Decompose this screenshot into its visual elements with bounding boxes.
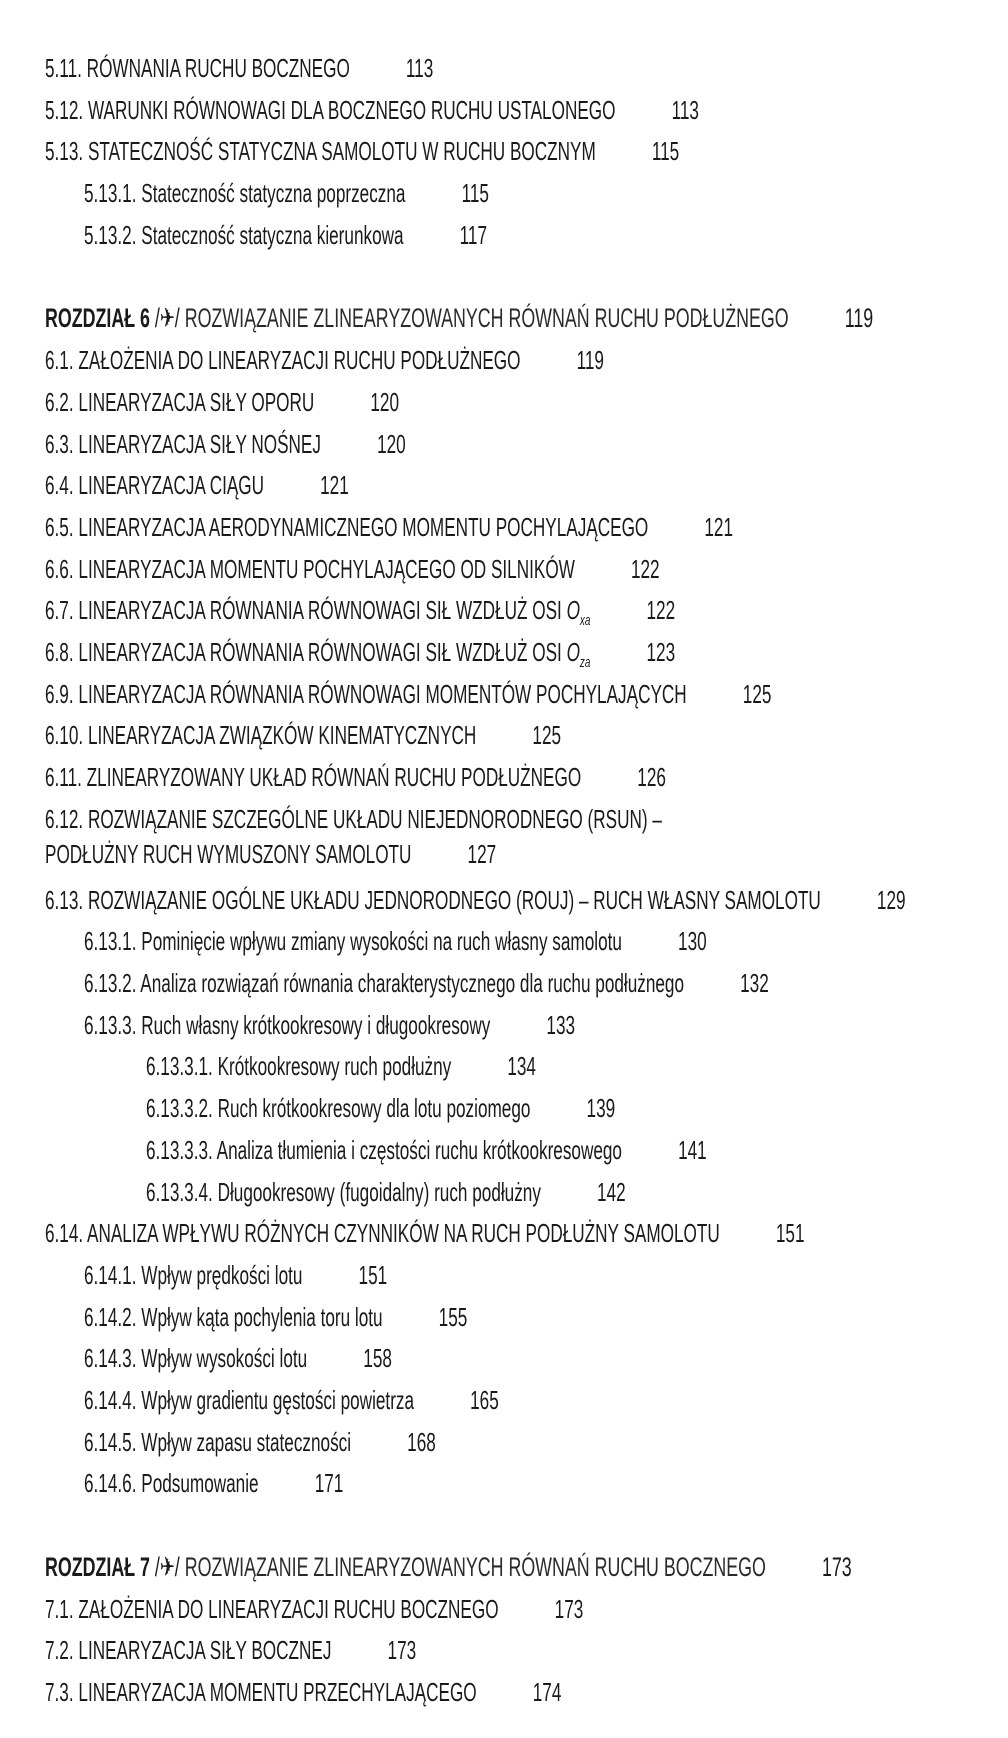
axis-symbol: O bbox=[566, 595, 580, 626]
entry-number: 7.1. bbox=[45, 1593, 74, 1624]
page-number: 122 bbox=[630, 553, 660, 584]
entry-number: 6.3. bbox=[45, 428, 74, 459]
toc-entry-text bbox=[45, 90, 699, 132]
entry-title: Analiza rozwiązań równania charakterystycznego dla ruchu podłużnego bbox=[140, 968, 685, 999]
toc-entry-text bbox=[84, 173, 489, 215]
page-number: 125 bbox=[532, 720, 562, 751]
page-number: 171 bbox=[314, 1468, 344, 1499]
toc-entry-text bbox=[45, 131, 679, 173]
entry-number: 6.13.3.2. bbox=[146, 1093, 213, 1124]
page-number: 121 bbox=[704, 511, 734, 542]
toc-entry bbox=[45, 1005, 1008, 1047]
entry-title: ZAŁOŻENIA DO LINEARYZACJI RUCHU PODŁUŻNEGO bbox=[78, 345, 521, 376]
toc-entry bbox=[45, 1130, 1008, 1172]
toc-entry bbox=[45, 1589, 1008, 1631]
toc-entry-text bbox=[84, 921, 707, 963]
entry-number: 6.14.6. bbox=[84, 1468, 137, 1499]
page-number: 113 bbox=[671, 94, 699, 125]
entry-title: Długookresowy (fugoidalny) ruch podłużny bbox=[217, 1176, 541, 1207]
entry-title: Analiza tłumienia i częstości ruchu krótkookresowego bbox=[216, 1134, 622, 1165]
toc-entry bbox=[45, 1422, 1008, 1464]
page-number: 168 bbox=[407, 1426, 436, 1457]
entry-title: LINEARYZACJA SIŁY NOŚNEJ bbox=[78, 428, 321, 459]
toc-entry-text bbox=[45, 1672, 561, 1714]
toc-entry bbox=[45, 921, 1008, 963]
toc-entry-text bbox=[45, 507, 733, 549]
entry-title: LINEARYZACJA MOMENTU PRZECHYLAJĄCEGO bbox=[78, 1677, 477, 1708]
toc-entry-text bbox=[84, 1338, 392, 1380]
page-number: 115 bbox=[651, 136, 680, 167]
page-number: 142 bbox=[597, 1176, 626, 1207]
toc-entry-text bbox=[146, 1130, 707, 1172]
page-number: 121 bbox=[320, 470, 349, 501]
page-number: 127 bbox=[467, 838, 497, 869]
chapter-title: ROZWIĄZANIE ZLINEARYZOWANYCH RÓWNAŃ RUCHU BOCZNEGO bbox=[184, 1552, 766, 1582]
chapter-heading-text bbox=[45, 1547, 852, 1589]
entry-title: Ruch własny krótkookresowy i długookresowy bbox=[141, 1009, 491, 1040]
entry-title: Wpływ wysokości lotu bbox=[141, 1343, 308, 1374]
toc-entry bbox=[45, 880, 1008, 922]
toc-entry bbox=[45, 757, 1008, 799]
toc-entry-text bbox=[146, 1172, 626, 1214]
toc-entry-text bbox=[84, 963, 769, 1005]
toc-entry-text bbox=[84, 1005, 575, 1047]
page-number: 122 bbox=[646, 595, 676, 626]
toc-entry-text bbox=[45, 465, 349, 507]
axis-subscript: xa bbox=[579, 612, 591, 630]
toc-entry-text bbox=[45, 1213, 805, 1255]
toc-entry bbox=[45, 90, 1008, 132]
toc-entry bbox=[45, 1338, 1008, 1380]
toc-entry-text bbox=[84, 1297, 467, 1339]
entry-number: 6.10. bbox=[45, 720, 84, 751]
entry-number: 5.13.2. bbox=[84, 219, 137, 250]
entry-number: 6.13.3. bbox=[84, 1009, 137, 1040]
toc-entry-text bbox=[45, 802, 662, 872]
page-number: 139 bbox=[586, 1093, 616, 1124]
page-number: 141 bbox=[678, 1134, 707, 1165]
page-number: 173 bbox=[821, 1552, 852, 1582]
entry-number: 5.12. bbox=[45, 94, 84, 125]
entry-title: LINEARYZACJA RÓWNANIA RÓWNOWAGI SIŁ WZDŁUŻ OSI bbox=[78, 636, 562, 667]
toc-entry bbox=[45, 424, 1008, 466]
entry-number: 6.2. bbox=[45, 386, 74, 417]
chapter-title: ROZWIĄZANIE ZLINEARYZOWANYCH RÓWNAŃ RUCHU PODŁUŻNEGO bbox=[184, 303, 789, 334]
toc-entry-text bbox=[45, 1630, 416, 1672]
entry-title: ZAŁOŻENIA DO LINEARYZACJI RUCHU BOCZNEGO bbox=[78, 1593, 499, 1624]
entry-number: 5.11. bbox=[45, 53, 82, 83]
section-spacer bbox=[45, 1505, 1008, 1547]
section-spacer bbox=[45, 256, 1008, 298]
entry-title: LINEARYZACJA RÓWNANIA RÓWNOWAGI SIŁ WZDŁUŻ OSI bbox=[78, 595, 562, 626]
toc-entry bbox=[45, 632, 1008, 674]
entry-number: 7.2. bbox=[45, 1635, 74, 1666]
page-number: 174 bbox=[532, 1677, 562, 1708]
toc-entry-text bbox=[45, 549, 660, 591]
entry-title: Krótkookresowy ruch podłużny bbox=[217, 1051, 452, 1082]
entry-number: 6.14. bbox=[45, 1218, 84, 1249]
toc-entry-text bbox=[84, 1422, 436, 1464]
chapter-heading bbox=[45, 298, 1008, 340]
toc-entry-text bbox=[84, 1463, 343, 1505]
entry-title: LINEARYZACJA RÓWNANIA RÓWNOWAGI MOMENTÓW POCHYLAJĄCYCH bbox=[78, 678, 687, 709]
toc-entry bbox=[45, 382, 1008, 424]
toc-entry bbox=[45, 215, 1008, 257]
entry-title: WARUNKI RÓWNOWAGI DLA BOCZNEGO RUCHU USTALONEGO bbox=[87, 94, 616, 125]
chapter-label: ROZDZIAŁ 7 bbox=[45, 1552, 150, 1582]
toc-entry bbox=[45, 1255, 1008, 1297]
entry-title: Wpływ prędkości lotu bbox=[141, 1259, 303, 1290]
entry-number: 6.13. bbox=[45, 884, 84, 915]
chapter-heading-text bbox=[45, 298, 873, 340]
toc-entry bbox=[45, 715, 1008, 757]
table-of-contents bbox=[45, 48, 1008, 1714]
entry-number: 6.13.1. bbox=[84, 926, 137, 957]
toc-entry bbox=[45, 1463, 1008, 1505]
entry-number: 6.7. bbox=[45, 595, 74, 626]
entry-title: Pominięcie wpływu zmiany wysokości na ruch własny samolotu bbox=[141, 926, 622, 957]
entry-number: 6.1. bbox=[45, 345, 74, 376]
airplane-icon: /✈/ bbox=[154, 1552, 180, 1582]
page-number: 134 bbox=[507, 1051, 536, 1082]
toc-entry bbox=[45, 1046, 1008, 1088]
entry-title: ZLINEARYZOWANY UKŁAD RÓWNAŃ RUCHU PODŁUŻNEGO bbox=[86, 762, 582, 792]
toc-entry bbox=[45, 131, 1008, 173]
entry-title: LINEARYZACJA AERODYNAMICZNEGO MOMENTU POCHYLAJĄCEGO bbox=[78, 511, 649, 542]
page-number: 158 bbox=[363, 1343, 392, 1374]
entry-title: STATECZNOŚĆ STATYCZNA SAMOLOTU W RUCHU BOCZNYM bbox=[87, 136, 596, 167]
page-number: 126 bbox=[637, 762, 666, 792]
entry-title: LINEARYZACJA CIĄGU bbox=[78, 470, 265, 501]
axis-symbol: O bbox=[566, 636, 580, 667]
entry-title: ROZWIĄZANIE OGÓLNE UKŁADU JEDNORODNEGO (ROUJ) – RUCH WŁASNY SAMOLOTU bbox=[87, 884, 821, 915]
page-number: 132 bbox=[740, 968, 769, 999]
page-number: 151 bbox=[358, 1259, 388, 1290]
entry-number: 6.14.2. bbox=[84, 1301, 137, 1332]
page-number: 173 bbox=[387, 1635, 417, 1666]
chapter-heading bbox=[45, 1547, 1008, 1589]
page-number: 151 bbox=[775, 1218, 805, 1249]
toc-entry bbox=[45, 507, 1008, 549]
toc-entry-text bbox=[45, 715, 561, 757]
entry-number: 6.8. bbox=[45, 636, 74, 667]
entry-number: 6.4. bbox=[45, 470, 74, 501]
toc-entry bbox=[45, 465, 1008, 507]
entry-number: 6.14.4. bbox=[84, 1384, 137, 1415]
entry-title: LINEARYZACJA MOMENTU POCHYLAJĄCEGO OD SILNIKÓW bbox=[78, 553, 575, 584]
toc-entry bbox=[45, 549, 1008, 591]
entry-title: Stateczność statyczna poprzeczna bbox=[141, 178, 406, 209]
toc-entry-text bbox=[146, 1088, 615, 1130]
page-number: 129 bbox=[876, 884, 906, 915]
entry-title: LINEARYZACJA SIŁY OPORU bbox=[78, 386, 315, 417]
toc-entry bbox=[45, 674, 1008, 716]
page-number: 133 bbox=[546, 1009, 576, 1040]
page-number: 119 bbox=[844, 303, 874, 334]
page-number: 119 bbox=[576, 345, 604, 376]
entry-title: Podsumowanie bbox=[141, 1468, 259, 1499]
toc-entry bbox=[45, 1630, 1008, 1672]
page-number: 120 bbox=[377, 428, 406, 459]
toc-entry-text bbox=[45, 757, 666, 799]
page-number: 113 bbox=[405, 53, 434, 83]
entry-title-continued: PODŁUŻNY RUCH WYMUSZONY SAMOLOTU bbox=[45, 838, 412, 869]
entry-number: 6.13.3.3. bbox=[146, 1134, 213, 1165]
entry-number: 6.5. bbox=[45, 511, 74, 542]
toc-entry bbox=[45, 1380, 1008, 1422]
toc-entry-text bbox=[84, 215, 487, 257]
toc-entry-text bbox=[45, 340, 604, 382]
entry-title: Wpływ zapasu stateczności bbox=[141, 1426, 352, 1457]
axis-subscript: za bbox=[579, 653, 591, 671]
entry-number: 6.6. bbox=[45, 553, 74, 584]
entry-number: 6.14.1. bbox=[84, 1259, 137, 1290]
entry-number: 5.13. bbox=[45, 136, 84, 167]
entry-number: 5.13.1. bbox=[84, 178, 137, 209]
toc-entry bbox=[45, 1088, 1008, 1130]
entry-title: RÓWNANIA RUCHU BOCZNEGO bbox=[86, 53, 350, 83]
entry-number: 6.14.3. bbox=[84, 1343, 137, 1374]
page-number: 173 bbox=[554, 1593, 584, 1624]
toc-entry-text bbox=[84, 1380, 499, 1422]
page-number: 115 bbox=[461, 178, 489, 209]
entry-title: LINEARYZACJA SIŁY BOCZNEJ bbox=[78, 1635, 332, 1666]
entry-number: 6.13.2. bbox=[84, 968, 137, 999]
entry-title: ANALIZA WPŁYWU RÓŻNYCH CZYNNIKÓW NA RUCH PODŁUŻNY SAMOLOTU bbox=[86, 1218, 720, 1249]
page-number: 165 bbox=[470, 1384, 499, 1415]
chapter-label: ROZDZIAŁ 6 bbox=[45, 303, 150, 334]
entry-number: 6.11. bbox=[45, 762, 82, 792]
toc-entry bbox=[45, 340, 1008, 382]
toc-entry bbox=[45, 963, 1008, 1005]
entry-number: 6.13.3.4. bbox=[146, 1176, 213, 1207]
entry-number: 6.9. bbox=[45, 678, 74, 709]
entry-title: LINEARYZACJA ZWIĄZKÓW KINEMATYCZNYCH bbox=[87, 720, 477, 751]
entry-title: Stateczność statyczna kierunkowa bbox=[141, 219, 404, 250]
page-number: 123 bbox=[646, 636, 676, 667]
page-number: 117 bbox=[459, 219, 488, 250]
toc-entry-text bbox=[45, 880, 906, 922]
toc-entry bbox=[45, 173, 1008, 215]
entry-number: 6.13.3.1. bbox=[146, 1051, 213, 1082]
airplane-icon: /✈/ bbox=[154, 303, 180, 334]
page-number: 130 bbox=[678, 926, 707, 957]
toc-entry-text bbox=[45, 674, 771, 716]
toc-entry bbox=[45, 590, 1008, 632]
entry-title: ROZWIĄZANIE SZCZEGÓLNE UKŁADU NIEJEDNORODNEGO (RSUN) – bbox=[87, 803, 662, 834]
entry-number: 7.3. bbox=[45, 1677, 74, 1708]
toc-entry-text bbox=[146, 1046, 536, 1088]
page-number: 155 bbox=[438, 1301, 468, 1332]
toc-entry-text bbox=[45, 48, 433, 90]
entry-number: 6.12. bbox=[45, 803, 84, 834]
toc-entry bbox=[45, 1172, 1008, 1214]
toc-entry-text bbox=[84, 1255, 387, 1297]
entry-title: Wpływ gradientu gęstości powietrza bbox=[141, 1384, 415, 1415]
toc-entry-text bbox=[45, 424, 406, 466]
toc-entry-text bbox=[45, 382, 399, 424]
entry-title: Ruch krótkookresowy dla lotu poziomego bbox=[217, 1093, 531, 1124]
toc-entry-text bbox=[45, 1589, 583, 1631]
toc-entry bbox=[45, 1213, 1008, 1255]
page-number: 120 bbox=[370, 386, 400, 417]
entry-title: Wpływ kąta pochylenia toru lotu bbox=[141, 1301, 383, 1332]
toc-entry bbox=[45, 1297, 1008, 1339]
toc-entry bbox=[45, 799, 1008, 880]
toc-entry bbox=[45, 48, 1008, 90]
entry-number: 6.14.5. bbox=[84, 1426, 137, 1457]
page-number: 125 bbox=[742, 678, 772, 709]
toc-entry bbox=[45, 1672, 1008, 1714]
